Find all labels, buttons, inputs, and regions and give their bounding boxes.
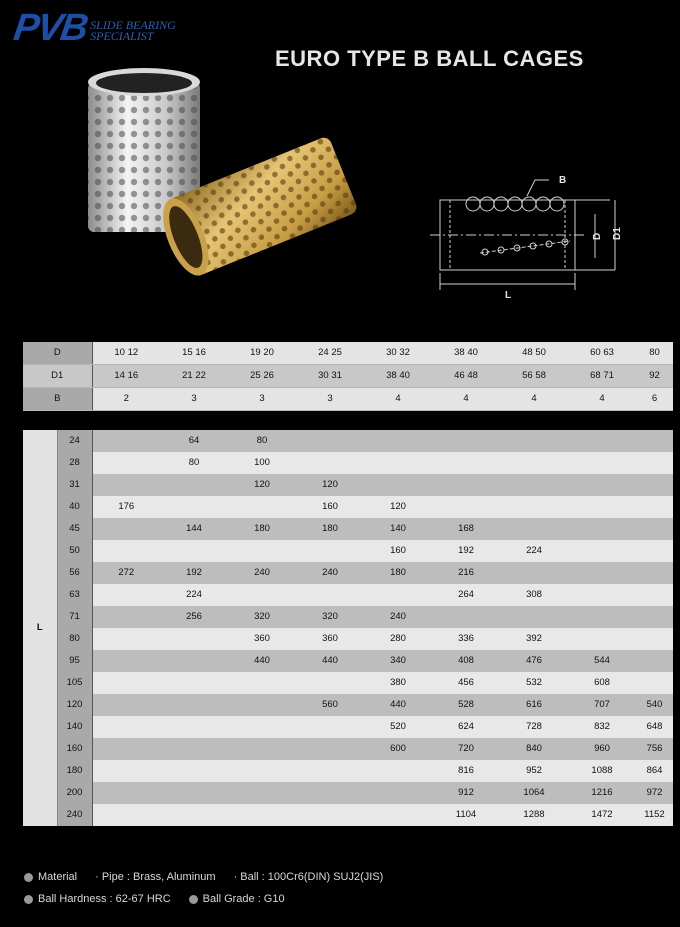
ball-count-cell (636, 606, 673, 628)
ball-count-cell: 320 (228, 606, 296, 628)
dimension-cell: 92 (636, 365, 673, 388)
table-row (23, 782, 673, 804)
logo-tagline-line-2: SPECIALIST (90, 29, 154, 43)
ball-count-cell (568, 518, 636, 540)
ball-count-cell: 336 (432, 628, 500, 650)
dimension-cell: 3 (228, 388, 296, 411)
ball-count-cell: 264 (432, 584, 500, 606)
ball-count-cell (160, 628, 228, 650)
table-row (23, 672, 673, 694)
ball-count-cell: 140 (364, 518, 432, 540)
ball-count-cell (636, 496, 673, 518)
dimension-row-label: D (23, 342, 92, 365)
ball-count-cell (296, 430, 364, 452)
ball-count-cell: 1088 (568, 760, 636, 782)
ball-count-cell: 192 (160, 562, 228, 584)
ball-count-cell: 224 (500, 540, 568, 562)
ball-count-cell: 456 (432, 672, 500, 694)
dimension-row (23, 365, 673, 388)
ball-count-cell: 616 (500, 694, 568, 716)
ball-count-cell (92, 540, 160, 562)
ball-count-cell (432, 606, 500, 628)
table-row (23, 496, 673, 518)
dimension-cell: 4 (364, 388, 432, 411)
ball-count-cell: 180 (364, 562, 432, 584)
ball-count-cell (636, 628, 673, 650)
ball-count-cell (92, 694, 160, 716)
ball-count-cell (92, 628, 160, 650)
hardness-note (24, 888, 383, 910)
ball-count-cell: 960 (568, 738, 636, 760)
ball-count-cell: 707 (568, 694, 636, 716)
dimension-cell: 19 20 (228, 342, 296, 365)
ball-count-cell: 816 (432, 760, 500, 782)
length-header: L (23, 430, 57, 826)
length-value: 56 (57, 562, 92, 584)
length-value: 95 (57, 650, 92, 672)
ball-count-cell: 540 (636, 694, 673, 716)
length-value: 71 (57, 606, 92, 628)
ball-count-cell: 280 (364, 628, 432, 650)
ball-count-cell: 520 (364, 716, 432, 738)
ball-count-cell: 972 (636, 782, 673, 804)
ball-count-cell (92, 584, 160, 606)
ball-count-cell: 864 (636, 760, 673, 782)
ball-count-cell: 476 (500, 650, 568, 672)
ball-count-cell (160, 716, 228, 738)
ball-count-cell (432, 496, 500, 518)
dimension-row-label: B (23, 388, 92, 411)
ball-count-cell (568, 452, 636, 474)
ball-count-cell (364, 474, 432, 496)
ball-count-cell: 720 (432, 738, 500, 760)
ball-count-cell: 100 (228, 452, 296, 474)
ball-count-cell (636, 584, 673, 606)
dimension-cell: 2 (92, 388, 160, 411)
product-photo (80, 68, 365, 278)
ball-count-cell (92, 518, 160, 540)
ball-count-cell: 380 (364, 672, 432, 694)
ball-row-top (466, 197, 564, 211)
ball-count-cell (296, 540, 364, 562)
ball-count-cell (364, 804, 432, 826)
dimension-cell: 46 48 (432, 365, 500, 388)
ball-count-cell (160, 496, 228, 518)
ball-count-cell (228, 540, 296, 562)
ball-count-cell (92, 760, 160, 782)
ball-count-cell (296, 716, 364, 738)
ball-count-cell (568, 474, 636, 496)
ball-count-cell: 180 (296, 518, 364, 540)
ball-count-cell (160, 474, 228, 496)
ball-count-cell: 624 (432, 716, 500, 738)
ball-count-cell: 176 (92, 496, 160, 518)
ball-grade: Ball Grade : G10 (202, 893, 285, 905)
technical-drawing (425, 168, 635, 303)
ball-count-cell (636, 562, 673, 584)
ball-count-cell: 392 (500, 628, 568, 650)
dimension-cell: 15 16 (160, 342, 228, 365)
ball-count-cell: 528 (432, 694, 500, 716)
ball-count-cell (364, 452, 432, 474)
ball-count-cell: 120 (364, 496, 432, 518)
ball-count-cell (92, 804, 160, 826)
ball-count-cell: 180 (228, 518, 296, 540)
ball-count-cell: 120 (296, 474, 364, 496)
ball-count-cell: 168 (432, 518, 500, 540)
ball-count-cell: 340 (364, 650, 432, 672)
logo-mark: PVB (11, 7, 90, 49)
ball-count-cell (500, 606, 568, 628)
table-row (23, 650, 673, 672)
length-value: 28 (57, 452, 92, 474)
ball-count-cell: 1288 (500, 804, 568, 826)
length-value: 160 (57, 738, 92, 760)
ball-count-cell (364, 782, 432, 804)
ball-count-cell: 532 (500, 672, 568, 694)
ball-count-cell: 408 (432, 650, 500, 672)
dimension-cell: 25 26 (228, 365, 296, 388)
ball-count-cell: 160 (296, 496, 364, 518)
ball-count-cell (296, 804, 364, 826)
dimension-cell: 21 22 (160, 365, 228, 388)
material-label: Material (38, 871, 78, 883)
ball-count-cell (160, 672, 228, 694)
dimension-cell: 60 63 (568, 342, 636, 365)
logo-tagline-line-1: SLIDE BEARING (90, 18, 176, 32)
ball-count-cell (636, 540, 673, 562)
table-row (23, 452, 673, 474)
length-value: 80 (57, 628, 92, 650)
ball-count-cell (500, 452, 568, 474)
ball-count-cell: 840 (500, 738, 568, 760)
label-d1: D1 (612, 227, 623, 240)
ball-count-cell (364, 430, 432, 452)
table-row (23, 628, 673, 650)
ball-count-cell: 320 (296, 606, 364, 628)
ball-count-cell: 756 (636, 738, 673, 760)
length-value: 105 (57, 672, 92, 694)
ball-count-cell: 1472 (568, 804, 636, 826)
ball-count-cell: 240 (296, 562, 364, 584)
ball-count-cell (160, 694, 228, 716)
ball-count-cell (160, 650, 228, 672)
length-value: 240 (57, 804, 92, 826)
dimension-row (23, 388, 673, 411)
length-value: 180 (57, 760, 92, 782)
table-row (23, 562, 673, 584)
dimension-cell: 48 50 (500, 342, 568, 365)
ball-count-cell (364, 584, 432, 606)
ball-count-cell (568, 562, 636, 584)
table-row (23, 738, 673, 760)
bullet-icon (24, 895, 33, 904)
ball-count-cell: 360 (228, 628, 296, 650)
ball-count-cell (92, 474, 160, 496)
ball-count-cell: 1216 (568, 782, 636, 804)
ball-count-cell: 144 (160, 518, 228, 540)
ball-count-cell (432, 430, 500, 452)
ball-count-cell (228, 584, 296, 606)
dimension-cell: 4 (568, 388, 636, 411)
label-b: B (559, 175, 567, 186)
ball-count-cell (228, 760, 296, 782)
dimension-cell: 38 40 (364, 365, 432, 388)
ball-count-cell (92, 782, 160, 804)
ball-count-cell (160, 782, 228, 804)
dimension-cell: 24 25 (296, 342, 364, 365)
page-title: EURO TYPE B BALL CAGES (275, 46, 584, 71)
ball-count-cell (160, 760, 228, 782)
ball-count-cell (228, 738, 296, 760)
ball-count-cell: 80 (160, 452, 228, 474)
ball-count-cell (160, 540, 228, 562)
label-d: D (592, 232, 603, 240)
ball-count-cell (296, 452, 364, 474)
ball-count-cell (92, 650, 160, 672)
ball-count-cell: 832 (568, 716, 636, 738)
ball-count-cell: 308 (500, 584, 568, 606)
ball-count-cell (160, 738, 228, 760)
ball-count-cell (568, 606, 636, 628)
dimension-cell: 10 12 (92, 342, 160, 365)
ball-count-cell: 256 (160, 606, 228, 628)
ball-count-cell: 912 (432, 782, 500, 804)
ball-count-cell (364, 760, 432, 782)
length-value: 200 (57, 782, 92, 804)
ball-count-cell (432, 474, 500, 496)
company-logo (11, 7, 176, 49)
ball-count-cell: 360 (296, 628, 364, 650)
table-row (23, 760, 673, 782)
ball-count-cell: 440 (228, 650, 296, 672)
dimension-cell: 14 16 (92, 365, 160, 388)
ball-count-cell (568, 496, 636, 518)
dimension-cell: 68 71 (568, 365, 636, 388)
dimension-cell: 56 58 (500, 365, 568, 388)
length-value: 45 (57, 518, 92, 540)
ball-count-cell (500, 430, 568, 452)
ball-count-cell (296, 782, 364, 804)
ball-count-cell (636, 518, 673, 540)
dimension-cell: 30 32 (364, 342, 432, 365)
ball-count-cell (568, 540, 636, 562)
dimension-cell: 6 (636, 388, 673, 411)
dimension-cell: 3 (296, 388, 364, 411)
ball-count-cell (92, 672, 160, 694)
ball-count-cell (228, 716, 296, 738)
table-row (23, 518, 673, 540)
dimension-cell: 38 40 (432, 342, 500, 365)
bullet-icon (189, 895, 198, 904)
ball-count-cell: 600 (364, 738, 432, 760)
ball-count-cell: 240 (228, 562, 296, 584)
length-value: 24 (57, 430, 92, 452)
ball-material: · Ball : 100Cr6(DIN) SUJ2(JIS) (233, 871, 384, 883)
ball-count-cell: 440 (364, 694, 432, 716)
ball-count-cell: 224 (160, 584, 228, 606)
length-value: 40 (57, 496, 92, 518)
ball-count-cell (92, 452, 160, 474)
ball-count-cell (92, 606, 160, 628)
logo-tagline (90, 20, 176, 42)
ball-count-cell (296, 738, 364, 760)
length-value: 31 (57, 474, 92, 496)
ball-count-cell (568, 628, 636, 650)
ball-count-cell (92, 430, 160, 452)
ball-count-cell (636, 650, 673, 672)
ball-count-cell (228, 672, 296, 694)
ball-count-cell (636, 672, 673, 694)
dimension-cell: 80 (636, 342, 673, 365)
dimension-row (23, 342, 673, 365)
ball-count-cell: 240 (364, 606, 432, 628)
dimension-table (23, 342, 673, 411)
ball-count-cell: 1064 (500, 782, 568, 804)
ball-count-cell: 120 (228, 474, 296, 496)
ball-count-cell: 560 (296, 694, 364, 716)
ball-count-cell (92, 738, 160, 760)
ball-hardness: Ball Hardness : 62-67 HRC (38, 893, 171, 905)
ball-row-inner (480, 239, 570, 255)
ball-count-cell: 272 (92, 562, 160, 584)
table-row (23, 540, 673, 562)
ball-count-cell (568, 584, 636, 606)
length-value: 63 (57, 584, 92, 606)
ball-count-cell (432, 452, 500, 474)
ball-count-cell (500, 496, 568, 518)
table-row (23, 474, 673, 496)
material-note (24, 866, 383, 888)
ball-count-table (23, 430, 674, 826)
dimension-cell: 4 (500, 388, 568, 411)
table-row (23, 584, 673, 606)
ball-count-cell (296, 584, 364, 606)
ball-count-cell: 160 (364, 540, 432, 562)
ball-count-cell (500, 562, 568, 584)
dimension-cell: 30 31 (296, 365, 364, 388)
ball-count-cell: 216 (432, 562, 500, 584)
ball-count-cell (160, 804, 228, 826)
ball-count-cell: 440 (296, 650, 364, 672)
ball-count-cell (296, 672, 364, 694)
table-row (23, 804, 673, 826)
ball-count-cell (500, 518, 568, 540)
length-value: 140 (57, 716, 92, 738)
pipe-material: · Pipe : Brass, Aluminum (95, 871, 216, 883)
length-value: 120 (57, 694, 92, 716)
ball-count-cell (228, 496, 296, 518)
ball-count-cell (228, 804, 296, 826)
ball-count-cell: 192 (432, 540, 500, 562)
spec-notes (24, 866, 383, 910)
ball-count-cell (296, 760, 364, 782)
ball-count-cell: 544 (568, 650, 636, 672)
table-row (23, 694, 673, 716)
ball-count-cell: 952 (500, 760, 568, 782)
dimension-cell: 4 (432, 388, 500, 411)
ball-count-cell: 1152 (636, 804, 673, 826)
ball-count-cell: 64 (160, 430, 228, 452)
table-row (23, 716, 673, 738)
ball-count-cell (228, 782, 296, 804)
ball-count-cell: 608 (568, 672, 636, 694)
length-value: 50 (57, 540, 92, 562)
dimension-cell: 3 (160, 388, 228, 411)
bullet-icon (24, 873, 33, 882)
dimension-row-label: D1 (23, 365, 92, 388)
ball-count-cell (636, 430, 673, 452)
ball-count-cell: 728 (500, 716, 568, 738)
ball-count-cell: 1104 (432, 804, 500, 826)
label-l: L (505, 290, 512, 301)
ball-count-cell (500, 474, 568, 496)
ball-count-cell (636, 474, 673, 496)
ball-count-cell (636, 452, 673, 474)
table-row (23, 606, 673, 628)
ball-count-cell (228, 694, 296, 716)
ball-count-cell: 648 (636, 716, 673, 738)
table-row (23, 430, 673, 452)
ball-count-cell: 80 (228, 430, 296, 452)
ball-count-cell (92, 716, 160, 738)
ball-count-cell (568, 430, 636, 452)
